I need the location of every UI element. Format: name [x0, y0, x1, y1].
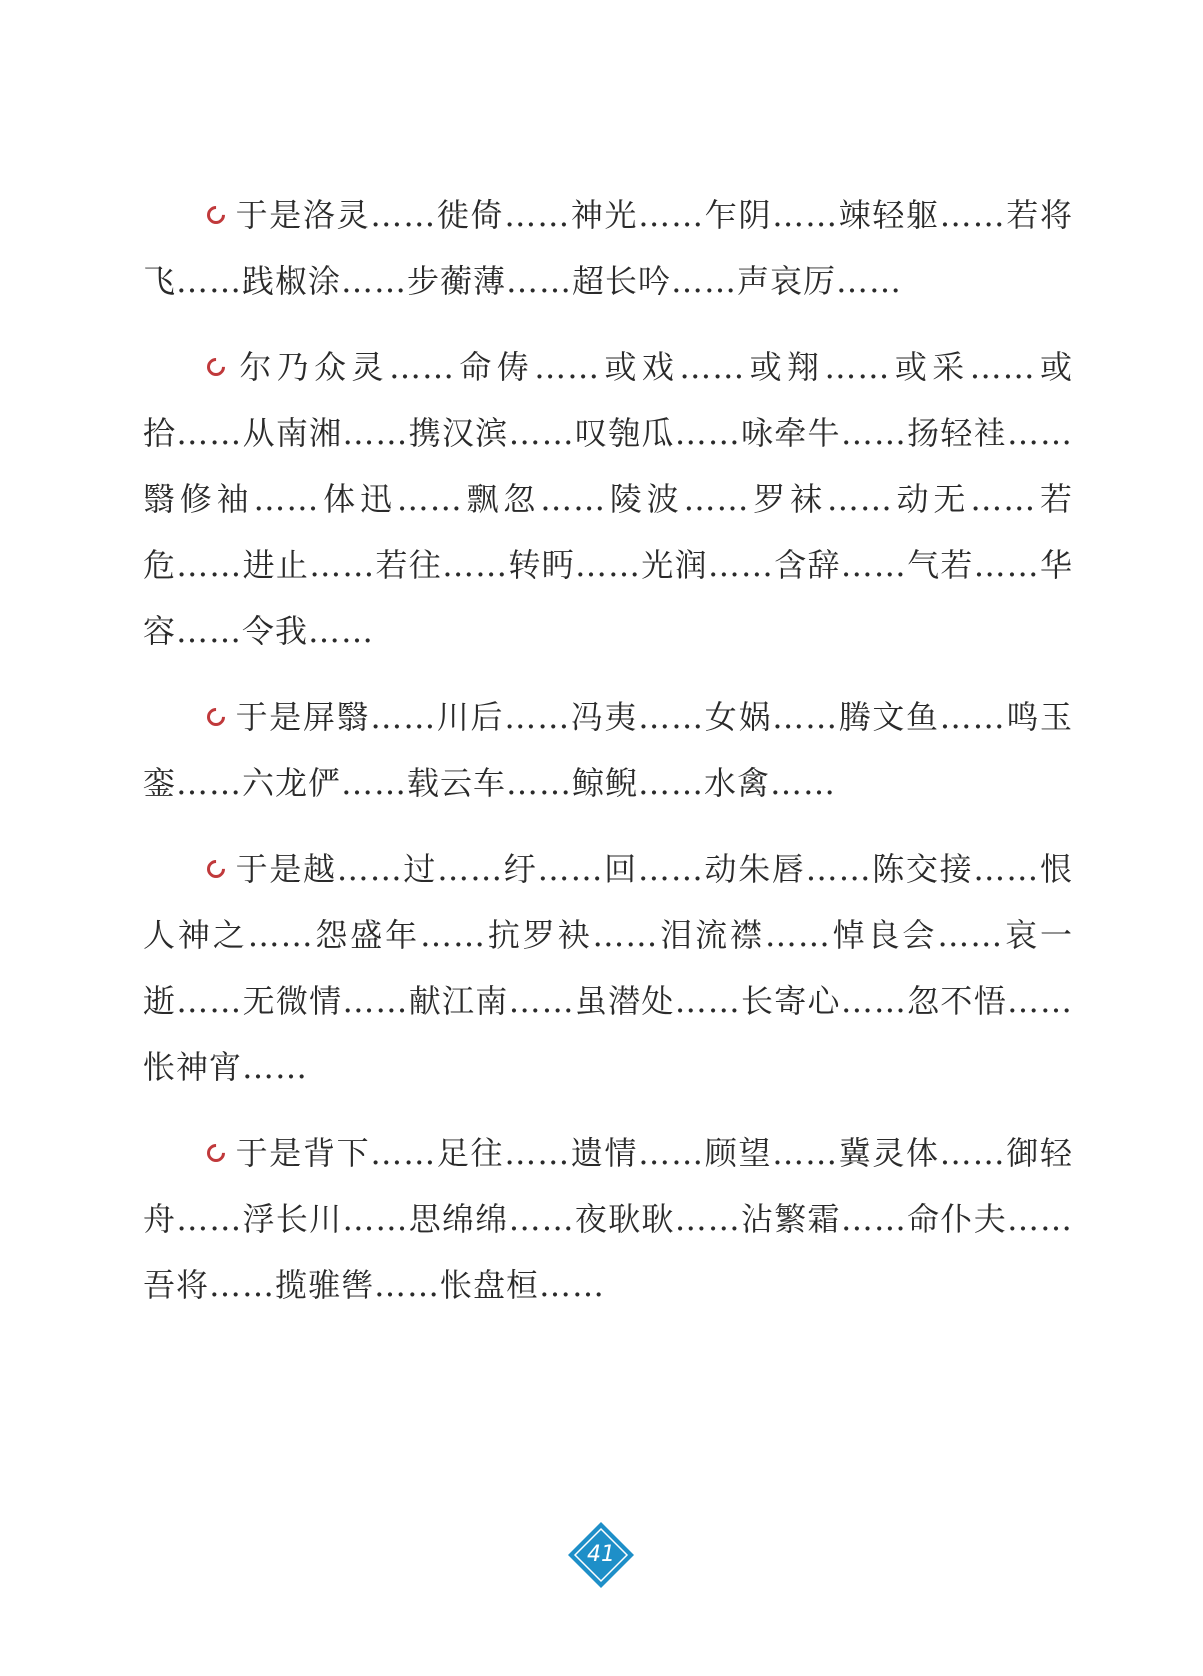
red-circle-bullet-icon: [203, 856, 228, 881]
paragraph-3-text: 于是屏翳……川后……冯夷……女娲……腾文鱼……鸣玉銮……六龙俨……载云车……鲸鲵……水禽……: [143, 698, 1073, 802]
paragraph-2: [143, 334, 1073, 664]
red-circle-bullet-icon: [203, 1140, 228, 1165]
page-number-badge: [566, 1520, 636, 1590]
paragraph-4: [143, 836, 1073, 1100]
paragraph-3: [143, 684, 1073, 816]
paragraph-1: [143, 182, 1073, 314]
red-circle-bullet-icon: [203, 704, 228, 729]
paragraph-2-text: 尔乃众灵……命俦……或戏……或翔……或采……或拾……从南湘……携汉滨……叹匏瓜……咏牵牛……扬轻袿……翳修袖……体迅……飘忽……陵波……罗袜……动无……若危……进止……若往……转眄……光润……含辞……气若……华容……令我……: [143, 348, 1073, 650]
red-circle-bullet-icon: [203, 354, 228, 379]
paragraph-5-text: 于是背下……足往……遗情……顾望……冀灵体……御轻舟……浮长川……思绵绵……夜耿耿……沾繁霜……命仆夫……吾将……揽骓辔……怅盘桓……: [143, 1134, 1073, 1304]
paragraph-4-text: 于是越……过……纡……回……动朱唇……陈交接……恨人神之……怨盛年……抗罗袂……泪流襟……悼良会……哀一逝……无微情……献江南……虽潜处……长寄心……忽不悟……怅神宵……: [143, 850, 1073, 1086]
paragraph-1-text: 于是洛灵……徙倚……神光……乍阴……竦轻躯……若将飞……践椒涂……步蘅薄……超长吟……声哀厉……: [143, 196, 1073, 300]
paragraph-5: [143, 1120, 1073, 1318]
page-number: 41: [587, 1542, 615, 1567]
red-circle-bullet-icon: [203, 202, 228, 227]
document-body: [143, 182, 1073, 1338]
